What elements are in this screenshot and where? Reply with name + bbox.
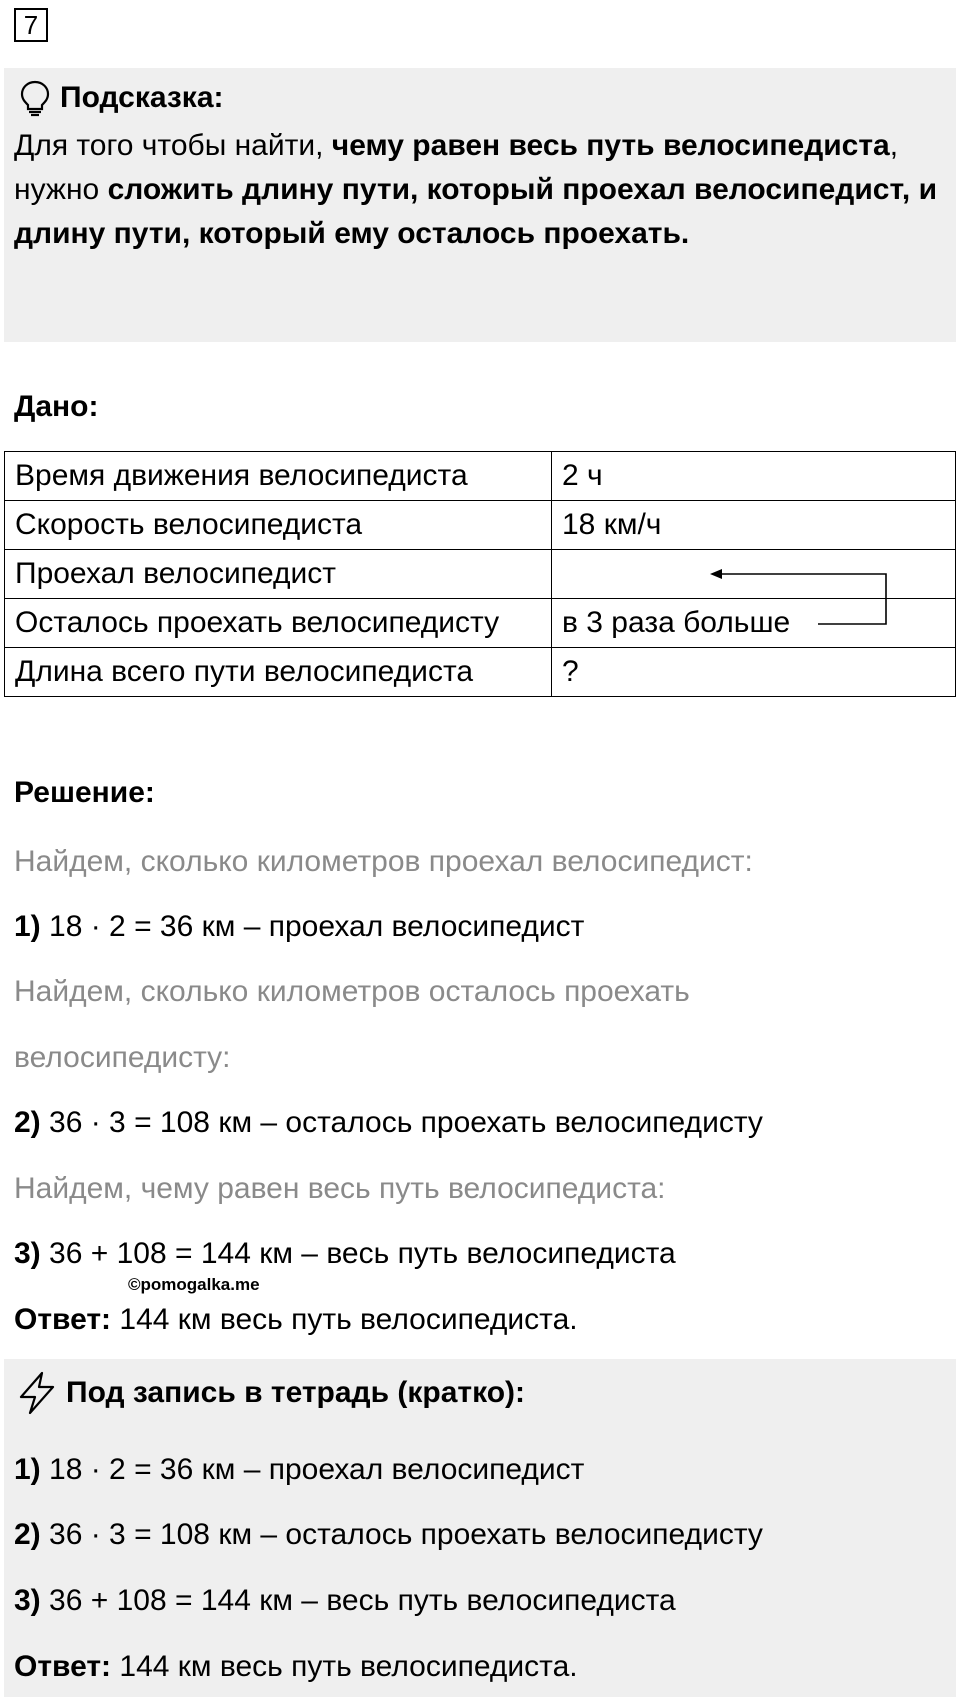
hint-text-part: , нужно: [14, 129, 899, 206]
step-number: 2): [14, 1106, 41, 1139]
answer-label: Ответ:: [14, 1303, 112, 1336]
step-number: 1): [14, 910, 41, 943]
given-label: Время движения велосипедиста: [5, 452, 552, 501]
solution-step-1: [14, 910, 584, 944]
solution-hint-2a: Найдем, сколько километров осталось проехать: [14, 975, 690, 1008]
step-text: 36 · 3 = 108 км – осталось проехать велосипедисту: [40, 1106, 763, 1139]
solution-hint-2b: велосипедисту:: [14, 1041, 231, 1074]
table-row: [5, 452, 956, 501]
short-answer: [14, 1650, 578, 1684]
hint-text-bold: сложить длину пути, который проехал велосипедист, и длину пути, который ему осталось проехать.: [14, 173, 938, 250]
given-label: Проехал велосипедист: [5, 550, 552, 599]
solution-step-3: [14, 1237, 676, 1271]
given-value: 18 км/ч: [552, 501, 956, 550]
step-text: 36 + 108 = 144 км – весь путь велосипедиста: [40, 1237, 676, 1270]
given-label: Длина всего пути велосипедиста: [5, 648, 552, 697]
hint-panel: [4, 68, 956, 342]
step-number: 1): [14, 1453, 41, 1486]
relation-arrow: [700, 560, 900, 650]
given-value: ?: [552, 648, 956, 697]
short-header: [16, 1369, 525, 1417]
solution-step-2: [14, 1106, 763, 1140]
given-title: Дано:: [14, 390, 99, 423]
hint-header: [18, 78, 224, 118]
step-number: 2): [14, 1518, 41, 1551]
given-label: Осталось проехать велосипедисту: [5, 599, 552, 648]
lightbulb-icon: [18, 79, 52, 117]
solution-hint-3: Найдем, чему равен весь путь велосипедиста:: [14, 1172, 666, 1205]
solution-answer: [14, 1303, 578, 1337]
answer-text: 144 км весь путь велосипедиста.: [111, 1650, 578, 1683]
short-step-3: [14, 1584, 676, 1618]
solution-title: Решение:: [14, 776, 155, 809]
short-notes-panel: [4, 1359, 956, 1697]
step-text: 18 · 2 = 36 км – проехал велосипедист: [40, 1453, 585, 1486]
step-number: 3): [14, 1584, 41, 1617]
table-row: [5, 648, 956, 697]
task-number: 7: [14, 8, 48, 42]
hint-text-bold: чему равен весь путь велосипедиста: [331, 129, 890, 162]
watermark: ©pomogalka.me: [128, 1275, 260, 1294]
step-text: 36 + 108 = 144 км – весь путь велосипедиста: [40, 1584, 676, 1617]
given-label: Скорость велосипедиста: [5, 501, 552, 550]
table-row: [5, 501, 956, 550]
step-number: 3): [14, 1237, 41, 1270]
short-step-2: [14, 1518, 763, 1552]
hint-text-part: Для того чтобы найти,: [14, 129, 332, 162]
short-step-1: [14, 1453, 584, 1487]
step-text: 36 · 3 = 108 км – осталось проехать велосипедисту: [40, 1518, 763, 1551]
given-value: в 3 раза больше: [552, 599, 956, 648]
hint-text: [14, 124, 944, 256]
lightning-icon: [16, 1371, 58, 1415]
given-value: 2 ч: [552, 452, 956, 501]
answer-text: 144 км весь путь велосипедиста.: [111, 1303, 578, 1336]
step-text: 18 · 2 = 36 км – проехал велосипедист: [40, 910, 585, 943]
short-title: Под запись в тетрадь (кратко):: [66, 1376, 526, 1409]
hint-title: Подсказка:: [60, 81, 224, 114]
solution-hint-1: Найдем, сколько километров проехал велосипедист:: [14, 845, 753, 878]
answer-label: Ответ:: [14, 1650, 112, 1683]
